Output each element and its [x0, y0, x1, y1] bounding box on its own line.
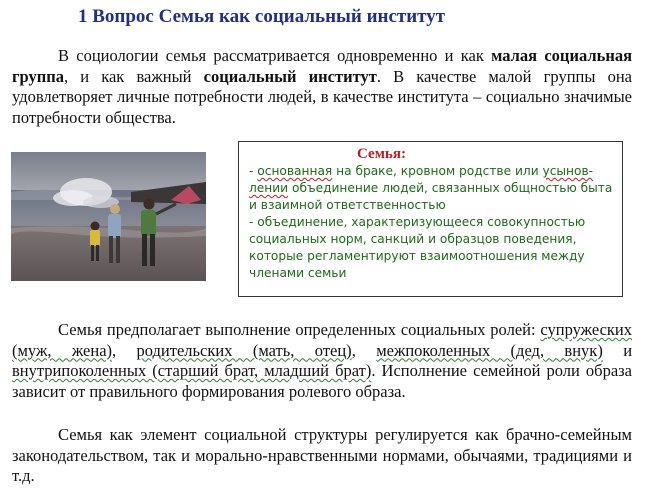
structure-paragraph	[12, 425, 632, 487]
intro-text-1: В социологии семья рассматривается одновременно и как	[58, 46, 492, 65]
family-beach-photo	[11, 152, 206, 281]
roles-sep: ,	[351, 340, 377, 360]
definition-box	[238, 141, 623, 297]
roles-paragraph	[12, 320, 632, 402]
term-small-group: малая социальная группа	[12, 46, 633, 86]
intro-text-3: . В качестве малой группы она удовлетворяет личные потребности людей, в качестве института – социально значимые потребности общества.	[12, 66, 632, 127]
roles-sep: и	[602, 340, 633, 360]
definition-text: объединение людей, связанных общностью быта и взаимной ответственностью	[249, 181, 613, 212]
page-title: 1 Вопрос Семья как социальный институт	[78, 6, 446, 27]
definition-heading: Семья:	[357, 146, 406, 162]
definition-text: на браке, кровном родстве или	[332, 164, 543, 178]
intro-paragraph	[12, 46, 632, 128]
definition-item-1	[249, 163, 614, 214]
structure-text: Семья как элемент социальной структуры регулируется как брачно-семейным законодательством, так и морально-нравственными нормами, обычаями, традициями и т.д.	[12, 425, 632, 485]
role-spouses: супружеских (муж, жена)	[12, 320, 632, 360]
intro-text-2: , и как важный	[63, 66, 204, 86]
underlined-word: основанная	[257, 164, 333, 178]
definition-item-2: - объединение, характеризующееся совокупностью социальных норм, санкций и образцов поведения, которые регламентируют взаимоотношения между членами семьи	[249, 215, 586, 280]
roles-text-1: Семья предполагает выполнение определенных социальных ролей:	[58, 320, 541, 339]
role-intergenerational: межпоколенных (дед, внук)	[376, 340, 603, 360]
roles-sep: ,	[112, 340, 137, 360]
underlined-word: усынов-	[542, 164, 594, 178]
roles-text-2: . Исполнение семейной роли образа зависит от правильного формирования ролевого образа.	[12, 361, 632, 401]
underlined-word: лении	[249, 181, 289, 195]
role-parents: родительских (мать, отец)	[136, 340, 352, 360]
role-intragenerational: внутрипоколенных (старший брат, младший брат)	[12, 361, 372, 380]
term-social-institute: социальный институт	[203, 66, 377, 86]
dash: -	[249, 164, 258, 178]
